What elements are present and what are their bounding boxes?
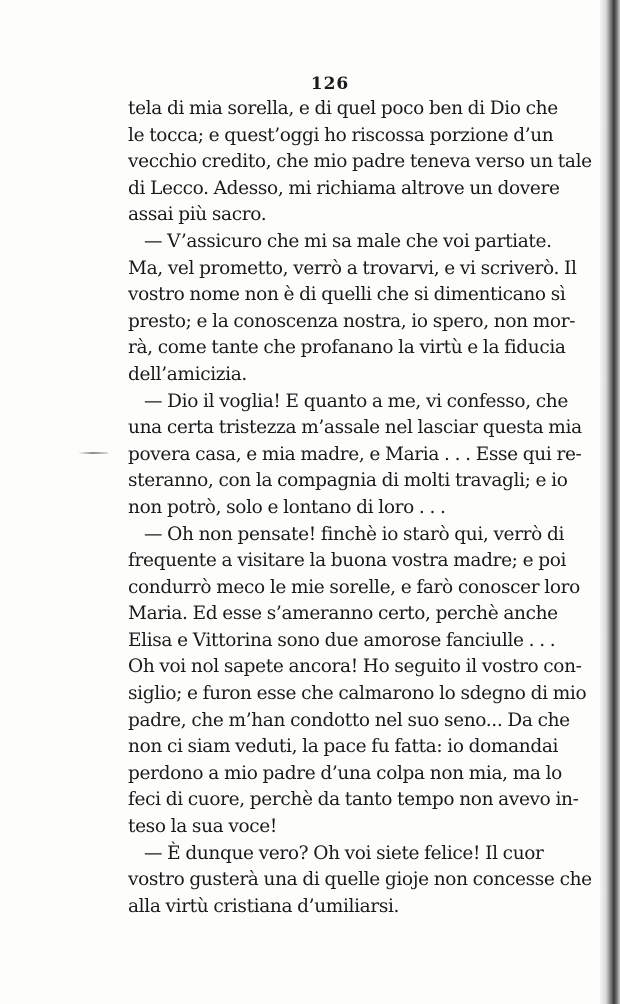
margin-mark [78,452,108,454]
page-number: 126 [310,74,350,94]
text-line: alla virtù cristiana d’umiliarsi. [128,895,400,917]
text-line: le tocca; e quest’oggi ho riscossa porzione d’un [128,124,554,146]
text-line: teso la sua voce! [128,816,277,838]
text-line: condurrò meco le mie sorelle, e farò conoscer loro [128,576,580,598]
text-line: di Lecco. Adesso, mi richiama altrove un dovere [128,177,560,199]
text-line: dell’amicizia. [128,363,247,385]
text-line: frequente a visitare la buona vostra madre; e poi [128,550,567,572]
text-line: vostro gusterà una di quelle gioje non concesse che [128,869,592,891]
text-line: rà, come tante che profanano la virtù e la fiducia [128,337,566,359]
text-line: — V’assicuro che mi sa male che voi partiate. [144,230,552,252]
text-line: non potrò, solo e lontano di loro . . . [128,496,446,518]
text-line: povera casa, e mia madre, e Maria . . . Esse qui re- [128,443,582,465]
text-line: tela di mia sorella, e di quel poco ben di Dio che [128,98,558,119]
text-line: non ci siam veduti, la pace fu fatta: io domandai [128,736,559,758]
text-line: vostro nome non è di quelli che si dimenticano sì [128,284,566,306]
page-edge-shadow [600,0,620,1004]
text-line: vecchio credito, che mio padre teneva verso un tale [128,151,592,173]
text-line: presto; e la conoscenza nostra, io spero, non mor- [128,310,576,332]
text-line: — Oh non pensate! finchè io starò qui, verrò di [144,523,565,545]
text-line: — Dio il voglia! E quanto a me, vi confesso, che [144,390,568,412]
text-line: padre, che m’han condotto nel suo seno... Da che [128,709,570,731]
body-text [128,96,592,920]
text-line: Maria. Ed esse s’ameranno certo, perchè anche [128,603,558,625]
text-line: una certa tristezza m’assale nel lasciar questa mia [128,417,582,439]
text-line: Ma, vel prometto, verrò a trovarvi, e vi scriverò. Il [128,257,577,279]
text-line: perdono a mio padre d’una colpa non mia, ma lo [128,762,562,784]
text-line: siglio; e furon esse che calmarono lo sdegno di mio [128,683,587,705]
text-line: Elisa e Vittorina sono due amorose fanciulle . . . [128,629,556,651]
text-line: feci di cuore, perchè da tanto tempo non avevo in- [128,789,579,811]
text-line: Oh voi nol sapete ancora! Ho seguito il vostro con- [128,656,582,678]
text-line: assai più sacro. [128,204,267,226]
text-line: — È dunque vero? Oh voi siete felice! Il cuor [144,842,544,864]
text-line: steranno, con la compagnia di molti travagli; e io [128,470,568,492]
